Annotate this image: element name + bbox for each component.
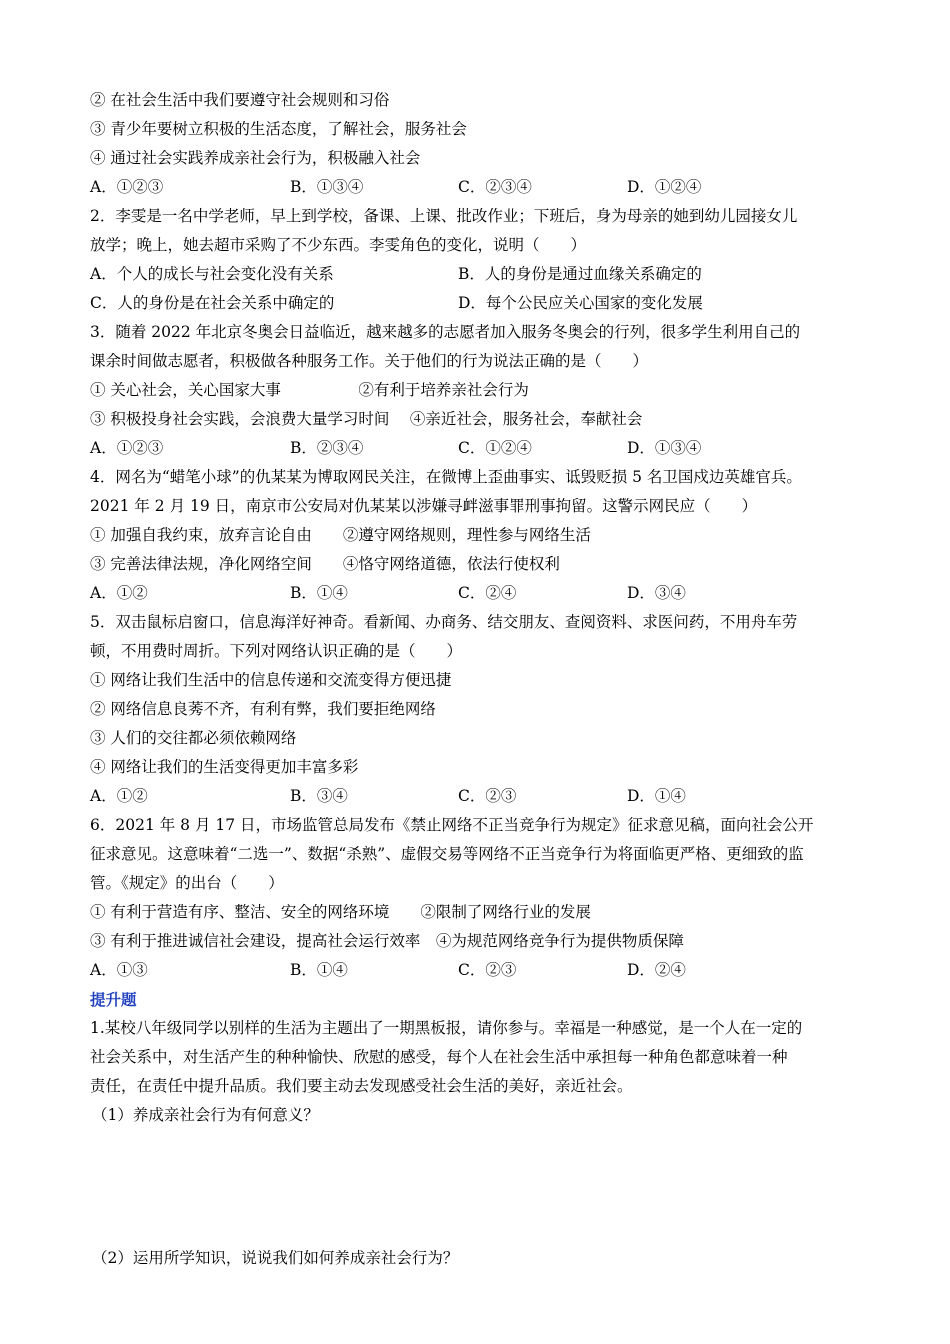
essay-stem: 社会关系中，对生活产生的种种愉快、欣慰的感受，每个人在社会生活中承担每一种角色都意味着一种 (90, 1048, 788, 1066)
q5-item: ② 网络信息良莠不齐，有利有弊，我们要拒绝网络 (90, 700, 436, 718)
q5-stem: 5．双击鼠标启窗口，信息海洋好神奇。看新闻、办商务、结交朋友、查阅资料、求医问药，不用舟车劳 (90, 613, 798, 631)
option-b: B．③④ (290, 787, 348, 805)
q6-stem: 征求意见。这意味着“二选一”、数据“杀熟”、虚假交易等网络不正当竞争行为将面临更严格、更细致的监 (90, 845, 804, 863)
q2-options-row (90, 289, 880, 318)
q3-stem: 课余时间做志愿者，积极做各种服务工作。关于他们的行为说法正确的是（ ） (90, 352, 649, 370)
option-a: A．个人的成长与社会变化没有关系 (90, 265, 334, 283)
q3-item: ① 关心社会，关心国家大事 ②有利于培养亲社会行为 (90, 381, 529, 399)
q5-item: ① 网络让我们生活中的信息传递和交流变得方便迅捷 (90, 671, 452, 689)
option-b: B．①③④ (290, 178, 364, 196)
q6-stem: 管。《规定》的出台（ ） (90, 874, 284, 892)
essay-sub-question-1: （1）养成亲社会行为有何意义？ (92, 1106, 319, 1124)
option-c: C．②③ (458, 787, 517, 805)
option-b: B．①④ (290, 961, 348, 979)
q3-item: ③ 积极投身社会实践，会浪费大量学习时间 ④亲近社会，服务社会，奉献社会 (90, 410, 643, 428)
q6-stem: 6．2021 年 8 月 17 日，市场监管总局发布《禁止网络不正当竞争行为规定》征求意见稿，面向社会公开 (90, 816, 814, 834)
q2-stem: 放学；晚上，她去超市采购了不少东西。李雯角色的变化，说明（ ） (90, 236, 587, 254)
q6-item: ③ 有利于推进诚信社会建设，提高社会运行效率 ④为规范网络竞争行为提供物质保障 (90, 932, 684, 950)
option-d: D．②④ (627, 961, 686, 979)
option-d: D．①④ (627, 787, 686, 805)
q2-stem: 2．李雯是一名中学老师，早上到学校，备课、上课、批改作业；下班后，身为母亲的她到幼儿园接女儿 (90, 207, 798, 225)
section-title: 提升题 (90, 990, 137, 1009)
option-a: A．①③ (90, 961, 148, 979)
intro-item: ③ 青少年要树立积极的生活态度，了解社会，服务社会 (90, 120, 467, 138)
q4-item: ③ 完善法律法规，净化网络空间 ④恪守网络道德，依法行使权利 (90, 555, 560, 573)
q6-options (90, 956, 880, 985)
q5-options (90, 782, 880, 811)
answer-space[interactable] (90, 1130, 880, 1187)
q3-stem: 3．随着 2022 年北京冬奥会日益临近，越来越多的志愿者加入服务冬奥会的行列，很多学生利用自己的 (90, 323, 801, 341)
option-d: D．①③④ (627, 439, 702, 457)
option-b: B．①④ (290, 584, 348, 602)
option-d: D．①②④ (627, 178, 702, 196)
q4-item: ① 加强自我约束，放弃言论自由 ②遵守网络规则，理性参与网络生活 (90, 526, 591, 544)
option-c: C．②④ (458, 584, 517, 602)
essay-stem: 1.某校八年级同学以别样的生活为主题出了一期黑板报，请你参与。幸福是一种感觉，是一个人在一定的 (90, 1019, 803, 1037)
option-c: C．②③④ (458, 178, 532, 196)
q2-options-row (90, 260, 880, 289)
intro-item: ② 在社会生活中我们要遵守社会规则和习俗 (90, 91, 390, 109)
q4-stem: 4．网名为“蜡笔小球”的仇某某为博取网民关注，在微博上歪曲事实、诋毁贬损 5 名卫国戍边英雄官兵。 (90, 468, 802, 486)
option-a: A．①②③ (90, 439, 164, 457)
option-b: B．②③④ (290, 439, 364, 457)
option-d: D．每个公民应关心国家的变化发展 (458, 294, 703, 312)
intro-item: ④ 通过社会实践养成亲社会行为，积极融入社会 (90, 149, 421, 167)
q4-stem: 2021 年 2 月 19 日，南京市公安局对仇某某以涉嫌寻衅滋事罪刑事拘留。这警示网民应（ ） (90, 497, 758, 515)
essay-sub-question-2: （2）运用所学知识，说说我们如何养成亲社会行为？ (92, 1249, 459, 1267)
answer-space[interactable] (90, 1187, 880, 1244)
q4-options (90, 579, 880, 608)
q6-item: ① 有利于营造有序、整洁、安全的网络环境 ②限制了网络行业的发展 (90, 903, 591, 921)
q5-item: ④ 网络让我们的生活变得更加丰富多彩 (90, 758, 359, 776)
essay-stem: 责任，在责任中提升品质。我们要主动去发现感受社会生活的美好，亲近社会。 (90, 1077, 633, 1095)
option-c: C．①②④ (458, 439, 532, 457)
option-c: C．②③ (458, 961, 517, 979)
worksheet-page (90, 86, 880, 1273)
option-a: A．①② (90, 787, 148, 805)
q5-item: ③ 人们的交往都必须依赖网络 (90, 729, 297, 747)
option-a: A．①②③ (90, 178, 164, 196)
option-d: D．③④ (627, 584, 686, 602)
option-c: C．人的身份是在社会关系中确定的 (90, 294, 335, 312)
intro-options (90, 173, 880, 202)
option-a: A．①② (90, 584, 148, 602)
q5-stem: 顿，不用费时周折。下列对网络认识正确的是（ ） (90, 642, 463, 660)
q3-options (90, 434, 880, 463)
option-b: B．人的身份是通过血缘关系确定的 (458, 265, 702, 283)
